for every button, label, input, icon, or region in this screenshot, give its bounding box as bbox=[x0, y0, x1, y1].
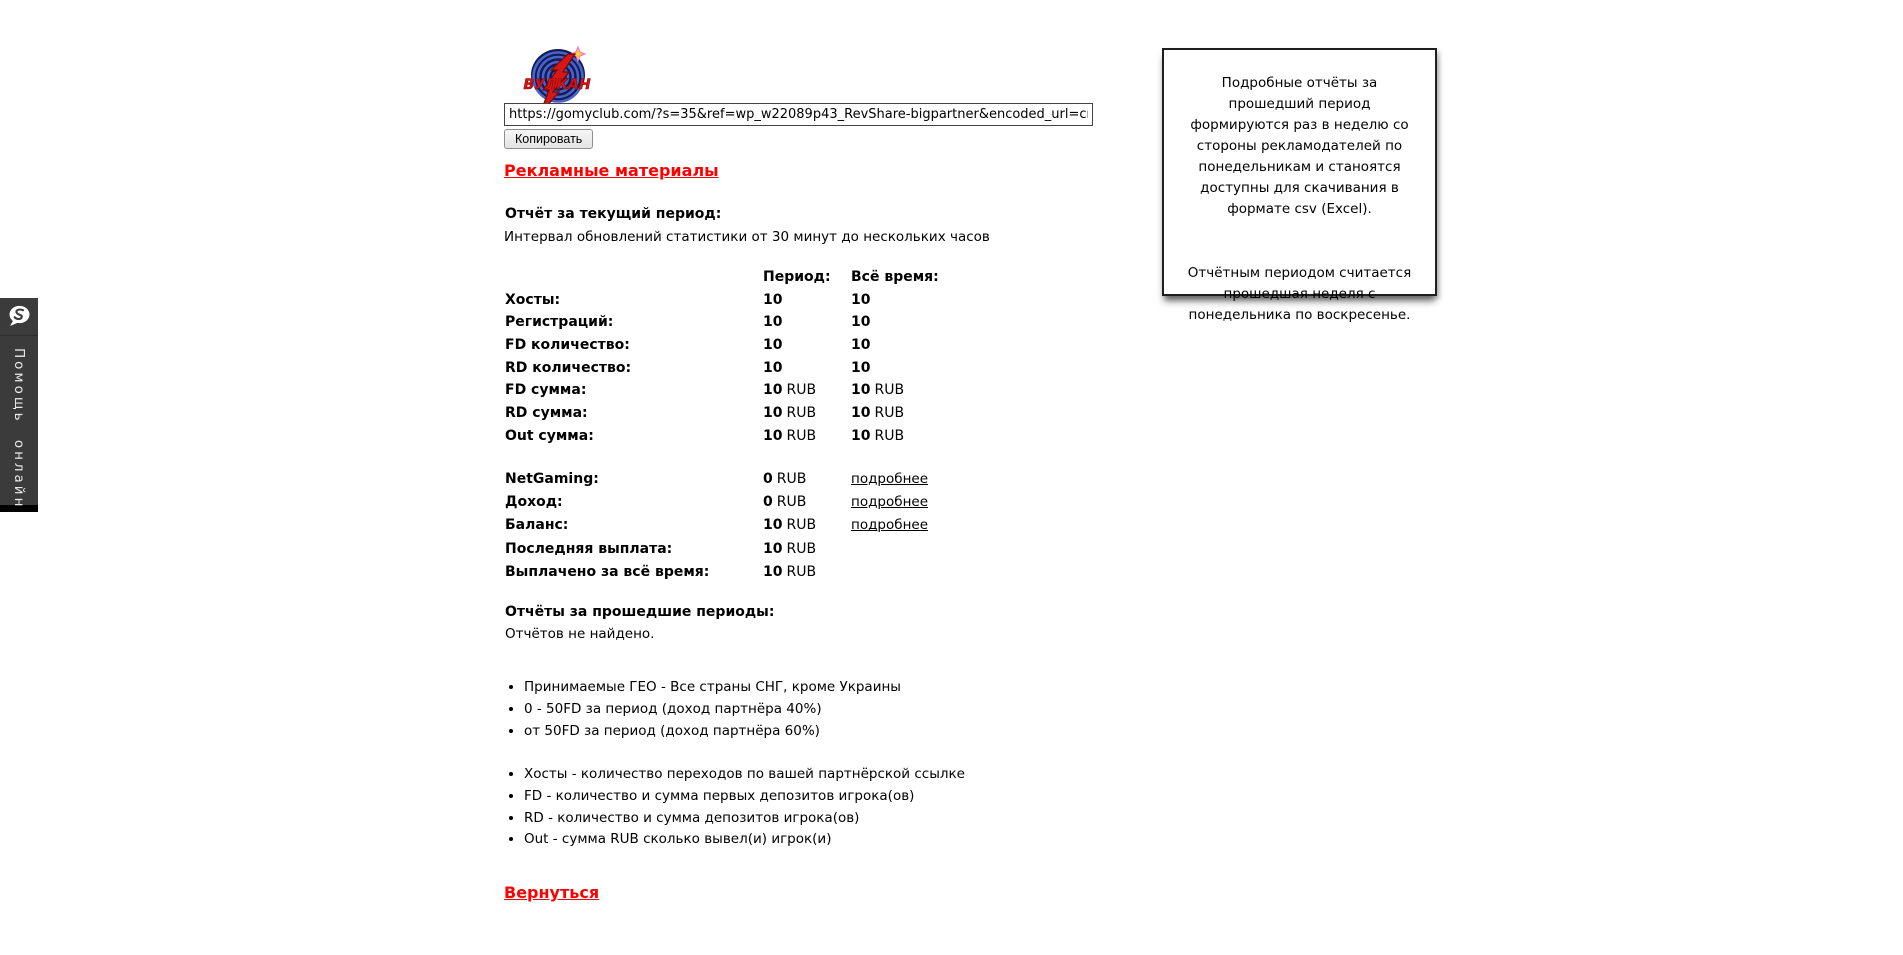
row-label: FD количество: bbox=[505, 337, 630, 354]
currency-unit: RUB bbox=[786, 517, 817, 534]
info-paragraph: Отчётным периодом считается прошедшая неделя с понедельника по воскресенье. bbox=[1187, 265, 1412, 323]
row-period-value bbox=[763, 360, 851, 376]
weekly-reports-info-box bbox=[1162, 48, 1437, 323]
row-label: Последняя выплата: bbox=[505, 540, 673, 557]
list-item: • Принимаемые ГЕО - Все страны СНГ, кроме Украины bbox=[524, 677, 901, 699]
back-link[interactable]: Вернуться bbox=[504, 883, 600, 902]
update-interval-note: Интервал обновлений статистики от 30 минут до нескольких часов bbox=[504, 229, 990, 245]
details-link[interactable]: подробнее bbox=[851, 471, 929, 487]
value: 10 bbox=[763, 405, 783, 422]
currency-unit: RUB bbox=[874, 405, 905, 422]
list-item: • Out - сумма RUB сколько вывел(и) игрок(и) bbox=[524, 829, 965, 851]
info-paragraph: Подробные отчёты за прошедший период формируются раз в неделю со стороны рекламодателей по понедельникам и станоятся доступны для скачивания в формате csv (Excel). bbox=[1190, 75, 1409, 217]
list-item: • RD - количество и сумма депозитов игрока(ов) bbox=[524, 808, 965, 830]
currency-unit: RUB bbox=[786, 405, 817, 422]
details-link[interactable]: подробнее bbox=[851, 517, 929, 534]
row-period-value bbox=[763, 292, 851, 308]
row-label: Out сумма: bbox=[505, 427, 594, 444]
referral-url-input[interactable] bbox=[504, 103, 1093, 126]
account-summary-table bbox=[505, 471, 981, 587]
value: 10 bbox=[851, 291, 871, 308]
list-item: • от 50FD за период (доход партнёра 60%) bbox=[524, 721, 901, 743]
list-item: • FD - количество и сумма первых депозитов игрока(ов) bbox=[524, 786, 965, 808]
row-label: Баланс: bbox=[505, 517, 569, 534]
value: 10 bbox=[763, 517, 783, 534]
column-header-all-time: Всё время: bbox=[851, 269, 939, 285]
value: 10 bbox=[763, 337, 783, 354]
row-link-cell bbox=[851, 517, 981, 533]
row-alltime-value bbox=[851, 382, 981, 398]
currency-unit: RUB bbox=[874, 427, 905, 444]
row-label: Доход: bbox=[505, 494, 563, 511]
copy-button[interactable]: Копировать bbox=[504, 129, 593, 149]
currency-unit: RUB bbox=[786, 540, 817, 557]
value: 10 bbox=[851, 359, 871, 376]
promo-materials-link[interactable]: Рекламные материалы bbox=[504, 161, 719, 180]
chat-bubble-icon[interactable] bbox=[0, 298, 38, 336]
currency-unit: RUB bbox=[786, 563, 817, 580]
current-report-table bbox=[505, 269, 981, 451]
value: 10 bbox=[763, 291, 783, 308]
value: 10 bbox=[763, 382, 783, 399]
vulkan-logo-text: ВУЛКАН bbox=[523, 77, 591, 93]
row-label: Хосты: bbox=[505, 291, 561, 308]
row-alltime-value bbox=[851, 360, 981, 376]
help-tab-label: Помощь онлайн bbox=[11, 348, 27, 510]
row-alltime-value bbox=[851, 405, 981, 421]
value: 10 bbox=[851, 427, 871, 444]
past-reports-empty-message: Отчётов не найдено. bbox=[505, 626, 655, 642]
value: 10 bbox=[763, 359, 783, 376]
row-value bbox=[763, 541, 851, 557]
column-header-period: Период: bbox=[763, 269, 831, 285]
row-alltime-value bbox=[851, 428, 981, 444]
value: 10 bbox=[851, 382, 871, 399]
currency-unit: RUB bbox=[786, 427, 817, 444]
details-link[interactable]: подробнее bbox=[851, 494, 929, 511]
geo-terms-list bbox=[504, 677, 901, 742]
value: 10 bbox=[851, 405, 871, 422]
value: 0 bbox=[763, 494, 773, 511]
row-label: RD количество: bbox=[505, 359, 632, 376]
row-link-cell bbox=[851, 494, 981, 510]
row-label: NetGaming: bbox=[505, 471, 599, 487]
currency-unit: RUB bbox=[786, 382, 817, 399]
row-label: RD сумма: bbox=[505, 405, 588, 422]
value: 10 bbox=[851, 314, 871, 331]
currency-unit: RUB bbox=[874, 382, 905, 399]
row-value bbox=[763, 564, 851, 580]
row-value bbox=[763, 517, 851, 533]
currency-unit: RUB bbox=[776, 494, 807, 511]
current-report-title: Отчёт за текущий период: bbox=[505, 206, 722, 222]
value: 10 bbox=[763, 314, 783, 331]
row-label: Выплачено за всё время: bbox=[505, 563, 710, 580]
glossary-list bbox=[504, 764, 965, 851]
list-item: • 0 - 50FD за период (доход партнёра 40%) bbox=[524, 699, 901, 721]
row-period-value bbox=[763, 382, 851, 398]
past-reports-title: Отчёты за прошедшие периоды: bbox=[505, 604, 775, 620]
list-item: • Хосты - количество переходов по вашей партнёрской ссылке bbox=[524, 764, 965, 786]
row-value bbox=[763, 471, 851, 487]
help-online-tab[interactable] bbox=[0, 298, 38, 512]
row-label: Регистраций: bbox=[505, 314, 614, 331]
value: 10 bbox=[851, 337, 871, 354]
row-period-value bbox=[763, 314, 851, 330]
value: 0 bbox=[763, 471, 773, 487]
row-alltime-value bbox=[851, 292, 981, 308]
value: 10 bbox=[763, 427, 783, 444]
row-value bbox=[763, 494, 851, 510]
row-alltime-value bbox=[851, 337, 981, 353]
currency-unit: RUB bbox=[776, 471, 807, 487]
chat-bubble-icon-svg bbox=[7, 305, 31, 328]
value: 10 bbox=[763, 540, 783, 557]
row-label: FD сумма: bbox=[505, 382, 587, 399]
row-alltime-value bbox=[851, 314, 981, 330]
row-period-value bbox=[763, 337, 851, 353]
row-link-cell bbox=[851, 471, 981, 487]
row-period-value bbox=[763, 428, 851, 444]
value: 10 bbox=[763, 563, 783, 580]
row-period-value bbox=[763, 405, 851, 421]
